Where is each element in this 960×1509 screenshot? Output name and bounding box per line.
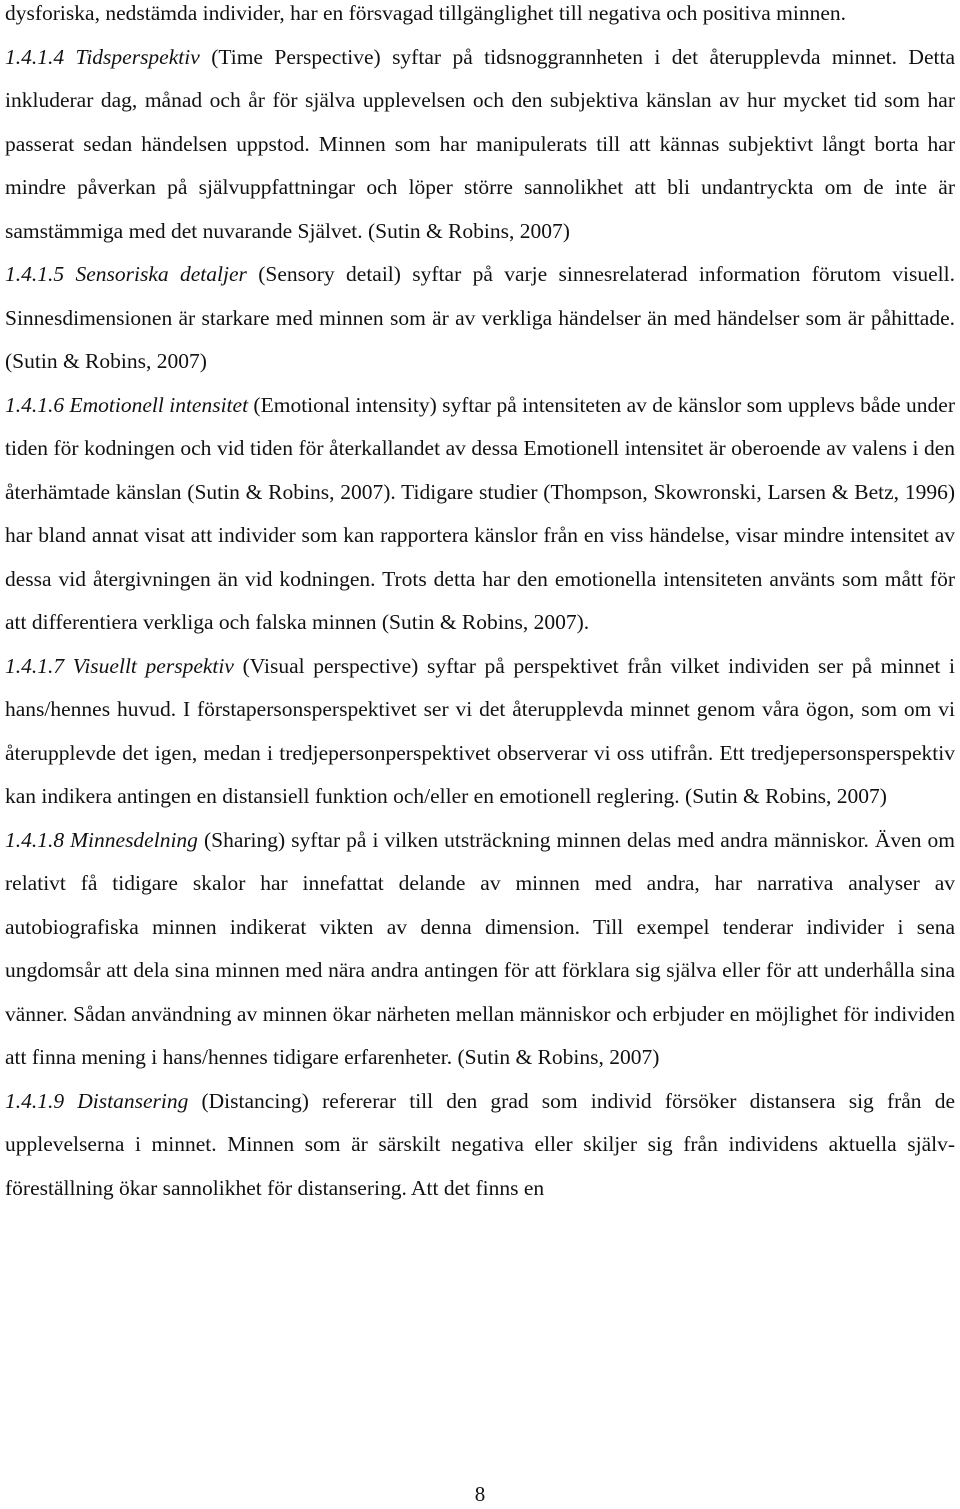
paragraph-visuellt-perspektiv — [5, 645, 955, 819]
paragraph-emotionell-intensitet — [5, 384, 955, 645]
section-number: 1.4.1.6 — [5, 392, 65, 417]
section-number: 1.4.1.5 — [5, 262, 65, 286]
section-number: 1.4.1.8 — [5, 827, 65, 852]
paragraph-text: (Sharing) syftar på i vilken utsträckning minnen delas med andra människor. Även om relativt få tidigare skalor har innefattat delande av minnen med andra, har narrativa analyser av autobiografiska minnen indikerat vikten av denna dimension. Till exempel tenderar individer i sena ungdomsår att dela sina minnen med nära andra antingen för att förklara sig själva eller för att underhålla sina vänner. Sådan användning av minnen ökar närheten mellan människor och erbjuder en möjlighet för individen att finna mening i hans/hennes tidigare erfarenheter. (Sutin & Robins, 2007) — [5, 827, 955, 1069]
section-term: Visuellt perspektiv — [72, 653, 234, 678]
section-number: 1.4.1.9 — [5, 1088, 65, 1113]
section-term: Emotionell intensitet — [69, 392, 249, 417]
paragraph-text: dysforiska, nedstämda individer, har en försvagad tillgänglighet till negativa och positiva minnen. — [5, 1, 847, 25]
paragraph-intro — [5, 0, 955, 36]
paragraph-distansering — [5, 1080, 955, 1211]
paragraph-text: (Time Perspective) syftar på tidsnoggrannheten i det återupplevda minnet. Detta inkluderar dag, månad och år för själva upplevelsen och den subjektiva känslan av hur mycket tid som har passerat sedan händelsen uppstod. Minnen som har manipulerats till att kännas subjektivt långt borta har mindre påverkan på självuppfattningar och löper större sannolikhet att bli undantryckta om de inte är samstämmiga med det nuvarande Självet. (Sutin & Robins, 2007) — [5, 44, 955, 243]
section-term: Sensoriska detaljer — [75, 262, 247, 286]
paragraph-text: (Emotional intensity) syftar på intensiteten av de känslor som upplevs både under tiden för kodningen och vid tiden för återkallandet av dessa Emotionell intensitet är oberoende av valens i den återhämtade känslan (Sutin & Robins, 2007). Tidigare studier (Thompson, Skowronski, Larsen & Betz, 1996) har bland annat visat att individer som kan rapportera känslor från en viss händelse, visar mindre intensitet av dessa vid återgivningen än vid kodningen. Trots detta har den emotionella intensiteten använts som mått för att differentiera verkliga och falska minnen (Sutin & Robins, 2007). — [5, 392, 955, 634]
section-term: Distansering — [77, 1088, 189, 1113]
section-term: Tidsperspektiv — [75, 44, 200, 69]
paragraph-text: (Sensory detail) syftar på varje sinnesrelaterad information förutom visuell. Sinnesdimensionen är starkare med minnen som är av verkliga händelser än med händelser som är påhittade. (Sutin & Robins, 2007) — [5, 262, 956, 373]
document-body — [5, 0, 955, 1210]
section-term: Minnesdelning — [70, 827, 198, 852]
paragraph-sensoriska-detaljer — [5, 253, 955, 384]
paragraph-text: (Visual perspective) syftar på perspektivet från vilket individen ser på minnet i hans/hennes huvud. I förstapersonsperspektivet ser vi det återupplevda minnet genom våra ögon, som om vi återupplevde det igen, medan i tredjepersonperspektivet observerar vi oss utifrån. Ett tredjepersonsperspektiv kan indikera antingen en distansiell funktion och/eller en emotionell reglering. (Sutin & Robins, 2007) — [5, 653, 956, 808]
paragraph-text: (Distancing) refererar till den grad som individ försöker distansera sig från de upplevelserna i minnet. Minnen som är särskilt negativa eller skiljer sig från individens aktuella själv-föreställning ökar sannolikhet för distansering. Att det finns en — [5, 1088, 955, 1200]
page-number: 8 — [474, 1482, 486, 1506]
paragraph-minnesdelning — [5, 819, 955, 1080]
paragraph-tidsperspektiv — [5, 36, 955, 254]
section-number: 1.4.1.4 — [5, 44, 65, 69]
section-number: 1.4.1.7 — [5, 653, 65, 678]
